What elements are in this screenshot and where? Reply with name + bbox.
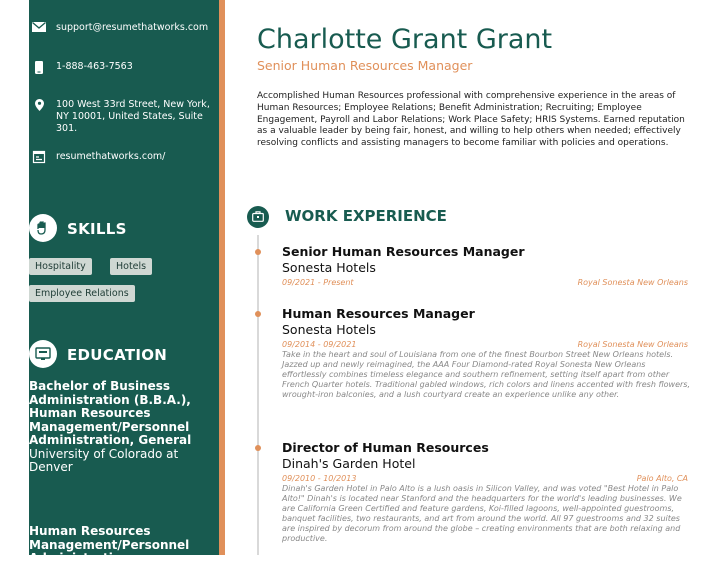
work-experience-title: WORK EXPERIENCE <box>285 207 447 225</box>
sidebar <box>29 0 219 565</box>
job-description: Take in the heart and soul of Louisiana from one of the finest Bourbon Street New Orleans hotels. Jazzed up and newly reimagined, the AAA Four Diamond-rated Royal Sonesta New Orleans effortlessly combines timeless elegance and southern refinement, setting itself apart from other French Quarter hotels. Traditional gabled windows, rich colors and linens accented with fresh flowers, wrought-iron balconies, and a lush courtyard create an experience unlike any other. <box>282 350 690 399</box>
skills-title: SKILLS <box>67 220 127 238</box>
phone-text: 1-888-463-7563 <box>56 61 133 72</box>
job-title: Human Resources Manager <box>282 306 475 321</box>
education-degree: Bachelor of Business Administration (B.B.A.), Human Resources Management/Personnel Administration, General <box>29 379 192 447</box>
website-text[interactable]: resumethatworks.com/ <box>56 151 166 162</box>
job-company: Dinah's Garden Hotel <box>282 456 416 471</box>
location-pin-icon <box>29 99 49 115</box>
job-entry <box>257 440 697 555</box>
timeline-dot <box>255 311 261 317</box>
job-location: Royal Sonesta New Orleans <box>577 278 688 287</box>
timeline-dot <box>255 445 261 451</box>
job-title: Director of Human Resources <box>282 440 489 455</box>
job-location: Royal Sonesta New Orleans <box>577 340 688 349</box>
timeline-dot <box>255 249 261 255</box>
accent-bar <box>219 0 225 555</box>
candidate-role: Senior Human Resources Manager <box>257 58 473 73</box>
job-company: Sonesta Hotels <box>282 322 376 337</box>
summary-text: Accomplished Human Resources professional with comprehensive experience in the areas of Human Resources; Employee Relations; Benefit Administration; Recruiting; Employee Engagement, Payroll and Labor Relations; Work Place Safety; HRIS Systems. Earned reputation as a valuable leader by being fair, honest, and willing to help others when needed; effectively resolving conflicts and assisting managers to become familiar with policies and operations. <box>257 91 685 149</box>
education-entry <box>29 525 219 566</box>
skill-chip: Hotels <box>110 258 152 275</box>
job-title: Senior Human Resources Manager <box>282 244 525 259</box>
education-entry <box>29 380 219 475</box>
briefcase-icon <box>247 206 269 228</box>
education-degree: Human Resources Management/Personnel Administration <box>29 524 190 565</box>
skills-header <box>29 214 219 244</box>
skill-chip: Hospitality <box>29 258 92 275</box>
candidate-name: Charlotte Grant Grant <box>257 24 553 55</box>
job-dates: 09/2010 - 10/2013 <box>282 474 357 483</box>
skills-icon <box>29 214 57 242</box>
job-entry <box>257 306 697 426</box>
job-entry <box>257 244 697 300</box>
skill-chip: Employee Relations <box>29 285 135 302</box>
address-text: 100 West 33rd Street, New York, NY 10001, United States, Suite 301. <box>56 99 210 134</box>
job-dates: 09/2014 - 09/2021 <box>282 340 357 349</box>
job-description: Dinah's Garden Hotel in Palo Alto is a lush oasis in Silicon Valley, and was voted "Best Hotel in Palo Alto!" Dinah's is located near Stanford and the headquarters for the world's leading businesses. We are California Green Certified and feature gardens, Koi-filled lagoons, well-appointed guestrooms, banquet facilities, two restaurants, and art from around the world. All 97 guestrooms and 32 suites are inspired by decorum from around the globe – creating environments that are both relaxing and productive. <box>282 484 682 543</box>
job-dates: 09/2021 - Present <box>282 278 354 287</box>
education-header <box>29 340 219 370</box>
envelope-icon <box>29 22 49 36</box>
main-content <box>257 0 697 555</box>
job-location: Palo Alto, CA <box>636 474 688 483</box>
web-icon <box>29 151 49 167</box>
phone-icon <box>29 61 49 78</box>
email-text[interactable]: support@resumethatworks.com <box>56 22 209 33</box>
education-school: University of Colorado at Denver <box>29 446 179 474</box>
education-icon <box>29 340 57 368</box>
job-company: Sonesta Hotels <box>282 260 376 275</box>
education-title: EDUCATION <box>67 346 168 364</box>
left-margin <box>0 0 29 555</box>
